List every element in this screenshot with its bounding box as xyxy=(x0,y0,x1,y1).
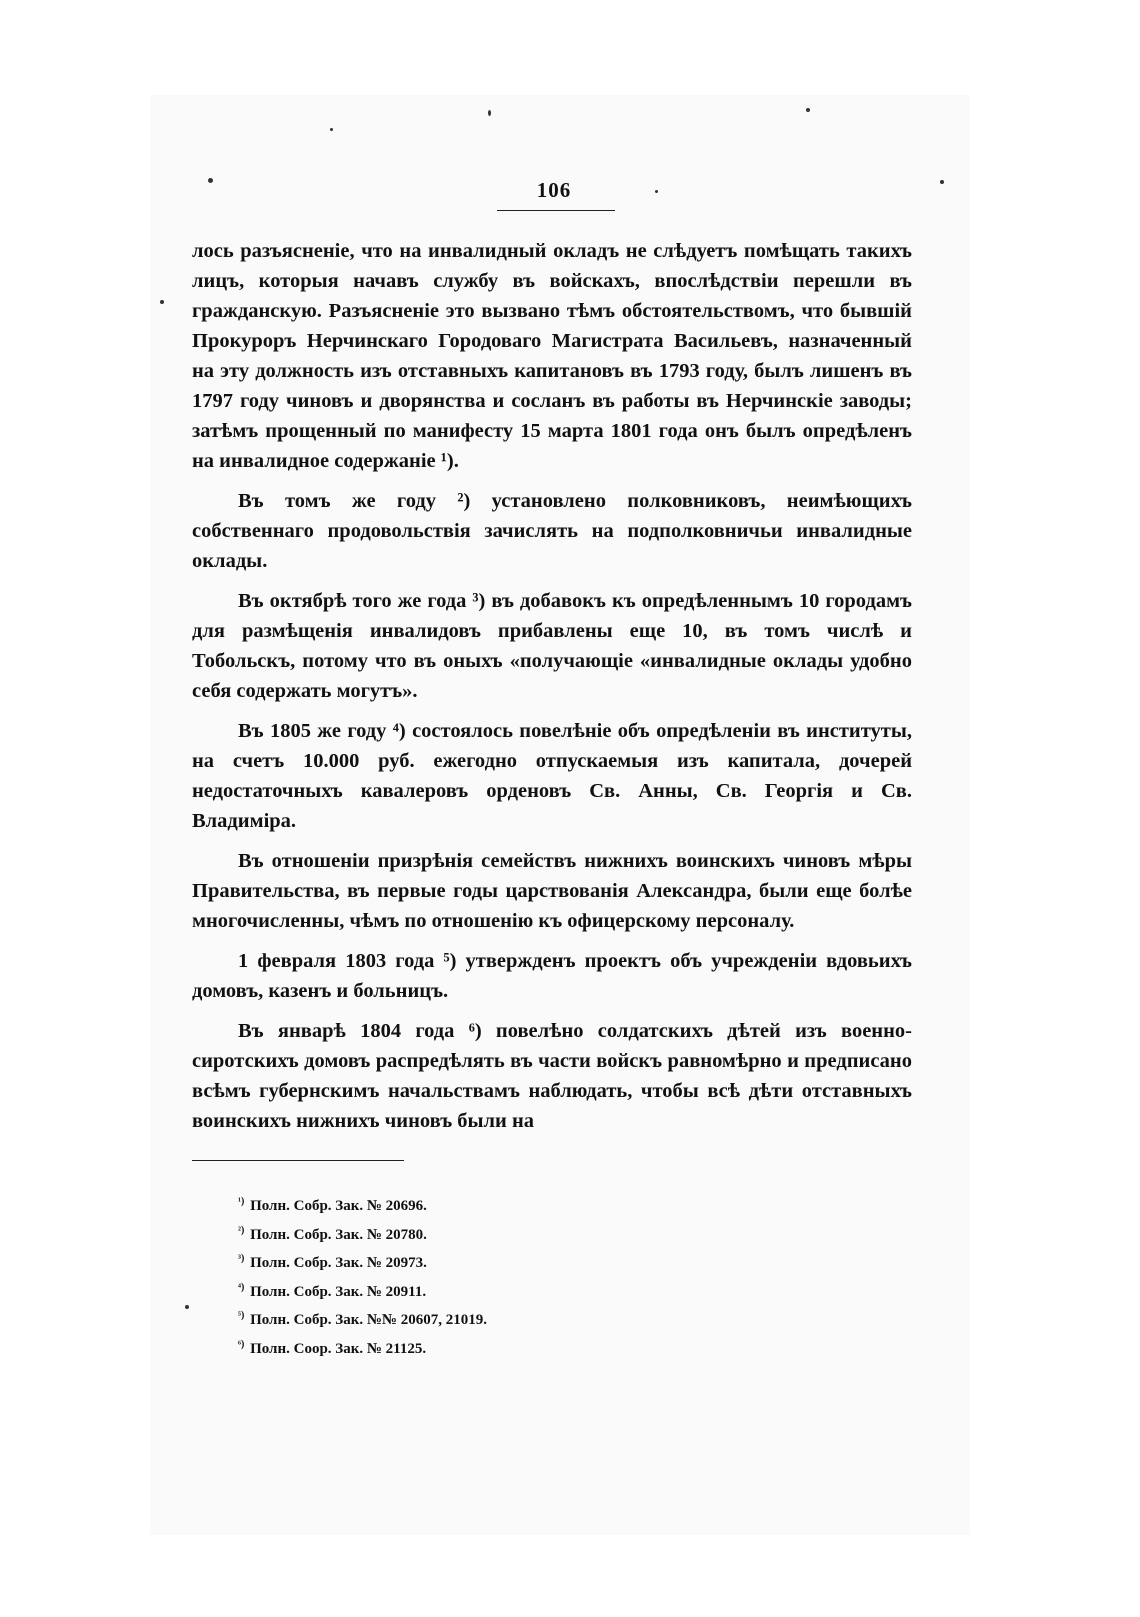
body-text xyxy=(192,236,912,1146)
paragraph: Въ январѣ 1804 года ⁶) повелѣно солдатскихъ дѣтей изъ военно-сиротскихъ домовъ распредѣлять въ части войскъ равномѣрно и предписано всѣмъ губернскимъ начальствамъ наблюдать, чтобы всѣ дѣти отставныхъ воинскихъ нижнихъ чиновъ были на xyxy=(192,1020,912,1132)
paragraph: 1 февраля 1803 года ⁵) утвержденъ проектъ объ учрежденіи вдовьихъ домовъ, казенъ и больницъ. xyxy=(192,950,912,1002)
footnote-mark: ¹) xyxy=(238,1196,245,1207)
footnote-mark: ⁶) xyxy=(238,1338,245,1350)
footnote xyxy=(238,1333,738,1362)
footnote-text: Полн. Собр. Зак. № 20780. xyxy=(250,1226,427,1243)
paragraph: лось разъясненіе, что на инвалидный окладъ не слѣдуетъ помѣщать такихъ лицъ, которыя начавъ службу въ войскахъ, впослѣдствіи перешли въ гражданскую. Разъясненіе это вызвано тѣмъ обстоятельствомъ, что бывшій Прокуроръ Нерчинскаго Городоваго Магистрата Васильевъ, назначенный на эту должность изъ отставныхъ капитановъ въ 1793 году, былъ лишенъ въ 1797 году чиновъ и дворянства и сосланъ въ работы въ Нерчинскіе заводы; затѣмъ прощенный по манифесту 15 марта 1801 года онъ былъ опредѣленъ на инвалидное содержаніе ¹). xyxy=(192,240,912,472)
footnote-text: Полн. Собр. Зак. № 20911. xyxy=(250,1283,427,1300)
footnote-mark: ⁴) xyxy=(238,1281,245,1293)
scan-speck xyxy=(806,108,810,112)
scan-speck xyxy=(655,190,658,193)
footnote-text: Полн. Соор. Зак. № 21125. xyxy=(250,1340,427,1357)
footnote-mark: ³) xyxy=(238,1253,245,1265)
paragraph: Въ 1805 же году ⁴) состоялось повелѣніе объ опредѣленіи въ институты, на счетъ 10.000 руб. ежегодно отпускаемыя изъ капитала, дочерей недостаточныхъ кавалеровъ орденовъ Св. Анны, Св. Георгія и Св. Владиміра. xyxy=(192,720,912,832)
footnote-separator xyxy=(192,1160,404,1161)
scan-speck xyxy=(160,300,164,304)
scan-speck xyxy=(185,1305,189,1309)
paragraph: Въ томъ же году ²) установлено полковниковъ, неимѣющихъ собственнаго продовольствія зачислять на подполковничьи инвалидные оклады. xyxy=(192,490,912,572)
footnotes-list xyxy=(238,1190,738,1362)
footnote xyxy=(238,1276,738,1305)
footnote-mark: ⁵) xyxy=(238,1310,245,1322)
paragraph: Въ отношеніи призрѣнія семействъ нижнихъ воинскихъ чиновъ мѣры Правительства, въ первые годы царствованія Александра, были еще болѣе многочисленны, чѣмъ по отношенію къ офицерскому персоналу. xyxy=(192,850,912,932)
footnote-mark: ²) xyxy=(238,1224,245,1236)
scan-speck xyxy=(488,110,491,116)
footnote xyxy=(238,1247,738,1276)
page-number: 106 xyxy=(536,178,572,202)
footnote-text: Полн. Собр. Зак. №№ 20607, 21019. xyxy=(250,1312,487,1329)
footnote xyxy=(238,1219,738,1248)
scan-speck xyxy=(208,178,213,183)
scan-speck xyxy=(330,128,333,131)
page-number-rule xyxy=(497,210,615,211)
footnote xyxy=(238,1190,738,1219)
paragraph: Въ октябрѣ того же года ³) въ добавокъ къ опредѣленнымъ 10 городамъ для размѣщенія инвалидовъ прибавлены еще 10, въ томъ числѣ и Тобольскъ, потому что въ оныхъ «получающіе «инвалидные оклады удобно себя содержать могутъ». xyxy=(192,590,912,702)
footnote-text: Полн. Собр. Зак. № 20973. xyxy=(250,1255,427,1272)
footnote xyxy=(238,1304,738,1333)
footnote-text: Полн. Собр. Зак. № 20696. xyxy=(250,1198,427,1214)
scan-speck xyxy=(940,180,944,184)
